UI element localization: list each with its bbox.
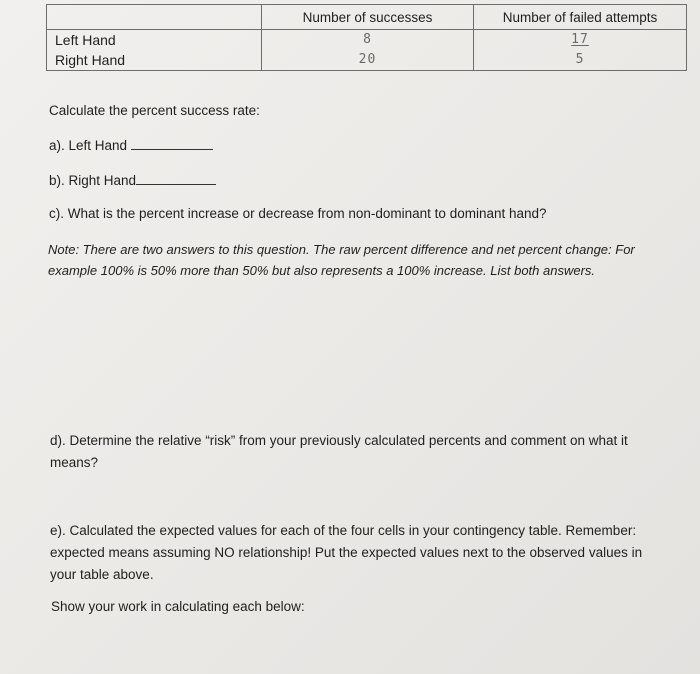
question-a [49, 137, 213, 153]
intro-text: Calculate the percent success rate: [49, 103, 260, 118]
header-failed-cell [474, 5, 687, 30]
header-empty-cell [47, 5, 262, 30]
question-d: d). Determine the relative “risk” from your previously calculated percents and comment on what it means? [50, 433, 628, 470]
table-header-row [47, 5, 687, 30]
table-data-row [47, 30, 687, 71]
left-failed-value: 17 [571, 32, 589, 47]
row-labels-cell [47, 30, 262, 71]
answer-blank-b[interactable] [136, 172, 216, 185]
right-failed-value: 5 [575, 52, 585, 67]
question-b [49, 172, 216, 188]
show-work-text: Show your work in calculating each below: [51, 599, 305, 614]
header-successes: Number of successes [302, 10, 433, 25]
question-b-label: b). Right Hand [49, 173, 137, 188]
note-text: Note: There are two answers to this question. The raw percent difference and net percent change: For example 100% is 50% more than 50% but also represents a 100% increase. List both answers. [48, 242, 635, 278]
contingency-table [46, 4, 687, 71]
successes-values-cell [262, 30, 474, 71]
header-successes-cell [262, 5, 474, 30]
header-failed: Number of failed attempts [502, 10, 658, 25]
row-label-right: Right Hand [55, 52, 126, 68]
question-c: c). What is the percent increase or decrease from non-dominant to dominant hand? [49, 206, 547, 221]
failed-values-cell [474, 30, 687, 71]
question-a-label: a). Left Hand [49, 138, 128, 153]
question-e: e). Calculated the expected values for each of the four cells in your contingency table. Remember: expected means assuming NO relationship! Put the expected values next to the observed values in your table above. [50, 523, 643, 582]
left-successes-value: 8 [363, 32, 372, 47]
row-label-left: Left Hand [55, 32, 116, 48]
answer-blank-a[interactable] [131, 137, 213, 150]
right-successes-value: 20 [358, 52, 377, 67]
